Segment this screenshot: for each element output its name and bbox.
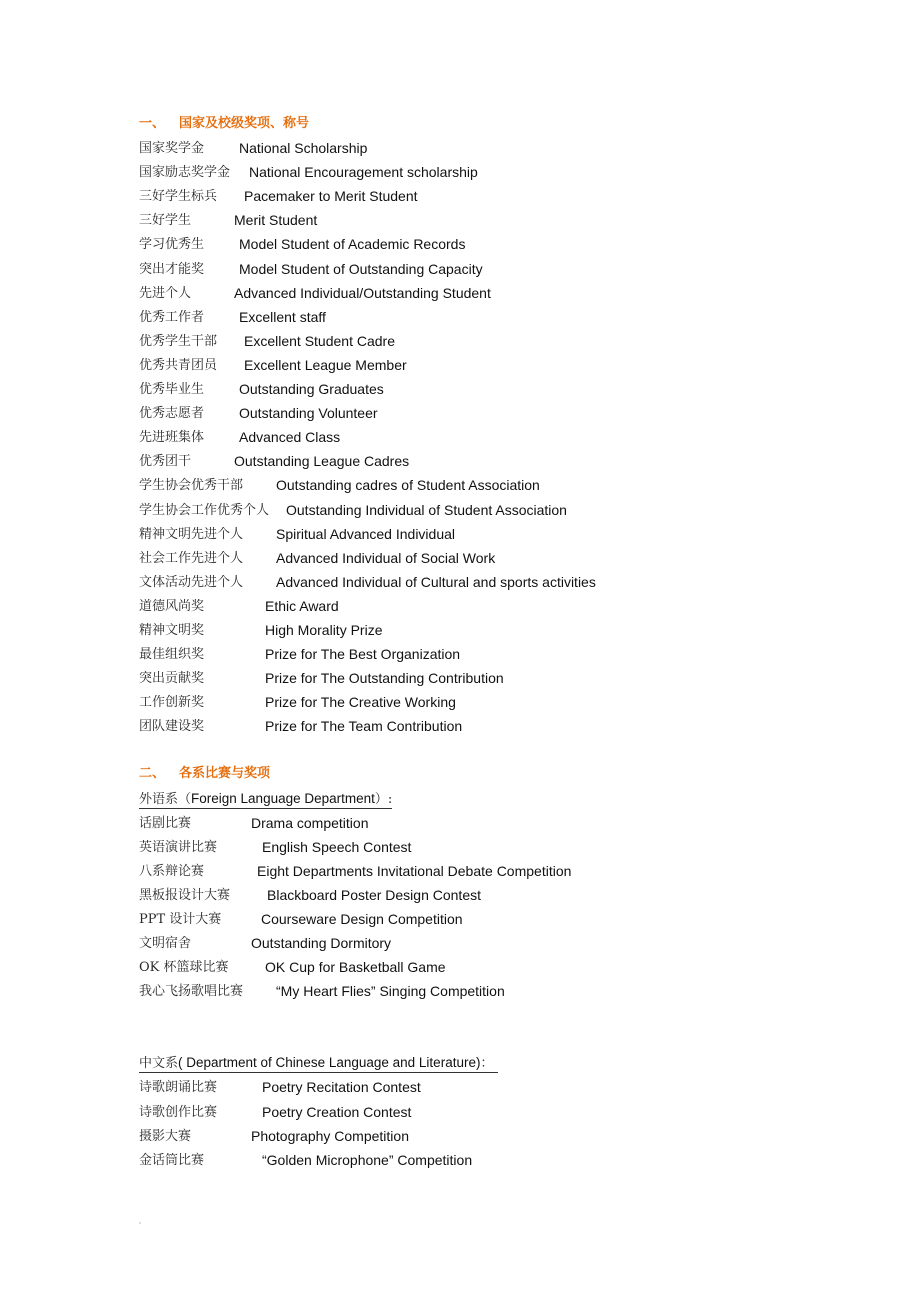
list-item	[139, 811, 839, 835]
chinese-dept-en: ( Department of Chinese Language and Literature)	[178, 1055, 481, 1071]
item-chinese-name: 突出才能奖	[139, 261, 205, 277]
item-chinese-name: 三好学生	[139, 213, 192, 229]
list-item	[139, 305, 839, 329]
item-english-name: Blackboard Poster Design Contest	[267, 886, 481, 903]
list-item	[139, 570, 839, 594]
item-chinese-name: 话剧比赛	[139, 815, 192, 831]
item-english-name: Ethic Award	[265, 597, 339, 614]
list-item	[139, 714, 839, 738]
item-chinese-name: 文体活动先进个人	[139, 574, 244, 590]
list-item	[139, 136, 839, 160]
item-chinese-name: 学生协会优秀干部	[139, 478, 244, 494]
item-english-name: Outstanding Graduates	[239, 381, 384, 398]
chinese-dept-tail: ：	[480, 1056, 494, 1072]
list-item	[139, 883, 839, 907]
list-item	[139, 835, 839, 859]
item-english-name: Outstanding Dormitory	[251, 935, 392, 952]
item-english-name: Spiritual Advanced Individual	[276, 525, 456, 542]
item-english-name: Outstanding cadres of Student Association	[276, 477, 540, 494]
foreign-dept-list	[139, 811, 839, 1004]
section-2-number: 二、	[139, 766, 166, 782]
item-english-name: Merit Student	[234, 212, 318, 229]
item-english-name: Eight Departments Invitational Debate Competition	[257, 862, 572, 879]
item-english-name: Pacemaker to Merit Student	[244, 188, 418, 205]
list-item	[139, 618, 839, 642]
item-english-name: Poetry Creation Contest	[262, 1103, 412, 1120]
list-item	[139, 353, 839, 377]
item-english-name: Advanced Individual of Cultural and sports activities	[276, 573, 596, 590]
item-chinese-name: 三好学生标兵	[139, 189, 218, 205]
item-chinese-name: 优秀志愿者	[139, 406, 205, 422]
item-chinese-name: 学习优秀生	[139, 237, 205, 253]
list-item	[139, 859, 839, 883]
item-chinese-name: 优秀共青团员	[139, 357, 218, 373]
item-chinese-name: 优秀团干	[139, 454, 192, 470]
item-english-name: High Morality Prize	[265, 621, 383, 638]
item-english-name: “My Heart Flies” Singing Competition	[276, 983, 505, 1000]
list-item	[139, 208, 839, 232]
item-chinese-name: 精神文明奖	[139, 622, 205, 638]
list-item	[139, 1075, 839, 1099]
item-chinese-name: 摄影大赛	[139, 1128, 192, 1144]
foreign-dept-en: Foreign Language Department	[191, 790, 375, 806]
item-chinese-name: 诗歌朗诵比赛	[139, 1080, 218, 1096]
item-english-name: English Speech Contest	[262, 838, 412, 855]
section-1-number: 一、	[139, 116, 166, 131]
item-english-name: Outstanding Volunteer	[239, 405, 378, 422]
item-chinese-name: 英语演讲比赛	[139, 839, 218, 855]
item-chinese-name: 社会工作先进个人	[139, 550, 244, 566]
item-chinese-name: 优秀毕业生	[139, 382, 205, 398]
list-item	[139, 160, 839, 184]
item-chinese-name: 国家励志奖学金	[139, 165, 231, 181]
list-item	[139, 642, 839, 666]
list-item	[139, 594, 839, 618]
item-chinese-name: 优秀学生干部	[139, 333, 218, 349]
list-item	[139, 232, 839, 256]
item-chinese-name: PPT 设计大赛	[139, 912, 222, 927]
list-item	[139, 1100, 839, 1124]
section-2-title: 各系比赛与奖项	[179, 766, 271, 782]
list-item	[139, 979, 839, 1003]
item-english-name: Prize for The Team Contribution	[265, 718, 463, 735]
item-chinese-name: 团队建设奖	[139, 719, 205, 735]
section-1-heading	[139, 112, 839, 136]
item-english-name: Prize for The Best Organization	[265, 646, 461, 663]
section-1-list	[139, 136, 839, 738]
chinese-dept-list	[139, 1075, 839, 1171]
chinese-dept-heading	[139, 1051, 839, 1075]
list-item	[139, 1148, 839, 1172]
item-chinese-name: OK 杯篮球比赛	[139, 960, 229, 976]
list-item	[139, 907, 839, 931]
item-english-name: Courseware Design Competition	[261, 911, 463, 927]
list-item	[139, 449, 839, 473]
item-chinese-name: 工作创新奖	[139, 695, 205, 711]
item-chinese-name: 八系辩论赛	[139, 863, 205, 879]
item-english-name: “Golden Microphone” Competition	[262, 1151, 473, 1168]
list-item	[139, 498, 839, 522]
item-chinese-name: 优秀工作者	[139, 309, 205, 325]
item-english-name: National Encouragement scholarship	[249, 164, 478, 181]
section-2-heading	[139, 762, 839, 786]
item-english-name: Excellent Student Cadre	[244, 332, 395, 349]
chinese-dept-cn: 中文系	[139, 1056, 179, 1072]
item-chinese-name: 学生协会工作优秀个人	[139, 502, 270, 518]
item-chinese-name: 我心飞扬歌唱比赛	[139, 984, 244, 1000]
list-item	[139, 257, 839, 281]
item-chinese-name: 国家奖学金	[139, 141, 205, 157]
item-english-name: OK Cup for Basketball Game	[265, 959, 446, 976]
item-english-name: Advanced Class	[239, 429, 341, 446]
item-english-name: Outstanding League Cadres	[234, 453, 410, 470]
list-item	[139, 522, 839, 546]
item-english-name: Outstanding Individual of Student Association	[286, 501, 567, 518]
list-item	[139, 329, 839, 353]
list-item	[139, 1124, 839, 1148]
list-item	[139, 425, 839, 449]
list-item	[139, 281, 839, 305]
item-english-name: Model Student of Outstanding Capacity	[239, 260, 483, 277]
item-english-name: Prize for The Outstanding Contribution	[265, 670, 504, 687]
list-item	[139, 955, 839, 979]
item-english-name: Photography Competition	[251, 1127, 409, 1144]
item-chinese-name: 先进班集体	[139, 430, 205, 446]
list-item	[139, 931, 839, 955]
item-chinese-name: 先进个人	[139, 285, 192, 301]
item-chinese-name: 突出贡献奖	[139, 671, 205, 687]
foreign-dept-heading	[139, 787, 839, 811]
item-chinese-name: 最佳组织奖	[139, 647, 205, 663]
item-english-name: Advanced Individual of Social Work	[276, 549, 496, 566]
list-item	[139, 473, 839, 497]
item-chinese-name: 金话筒比赛	[139, 1152, 205, 1168]
list-item	[139, 546, 839, 570]
item-chinese-name: 精神文明先进个人	[139, 526, 244, 542]
item-english-name: Prize for The Creative Working	[265, 694, 456, 711]
list-item	[139, 666, 839, 690]
page-mark	[139, 1222, 141, 1224]
item-english-name: National Scholarship	[239, 140, 368, 157]
item-english-name: Excellent staff	[239, 308, 326, 325]
item-english-name: Model Student of Academic Records	[239, 236, 466, 253]
foreign-dept-tail: ）:	[374, 791, 393, 807]
item-english-name: Advanced Individual/Outstanding Student	[234, 284, 491, 301]
item-english-name: Drama competition	[251, 814, 369, 831]
section-1-title: 国家及校级奖项、称号	[179, 116, 310, 131]
list-item	[139, 377, 839, 401]
item-chinese-name: 道德风尚奖	[139, 598, 205, 614]
item-english-name: Excellent League Member	[244, 356, 407, 373]
list-item	[139, 690, 839, 714]
list-item	[139, 184, 839, 208]
list-item	[139, 401, 839, 425]
item-chinese-name: 黑板报设计大赛	[139, 887, 231, 903]
foreign-dept-cn: 外语系（	[139, 791, 192, 807]
item-chinese-name: 诗歌创作比赛	[139, 1104, 218, 1120]
item-chinese-name: 文明宿舍	[139, 936, 192, 952]
item-english-name: Poetry Recitation Contest	[262, 1079, 421, 1096]
document-body	[139, 112, 839, 1172]
